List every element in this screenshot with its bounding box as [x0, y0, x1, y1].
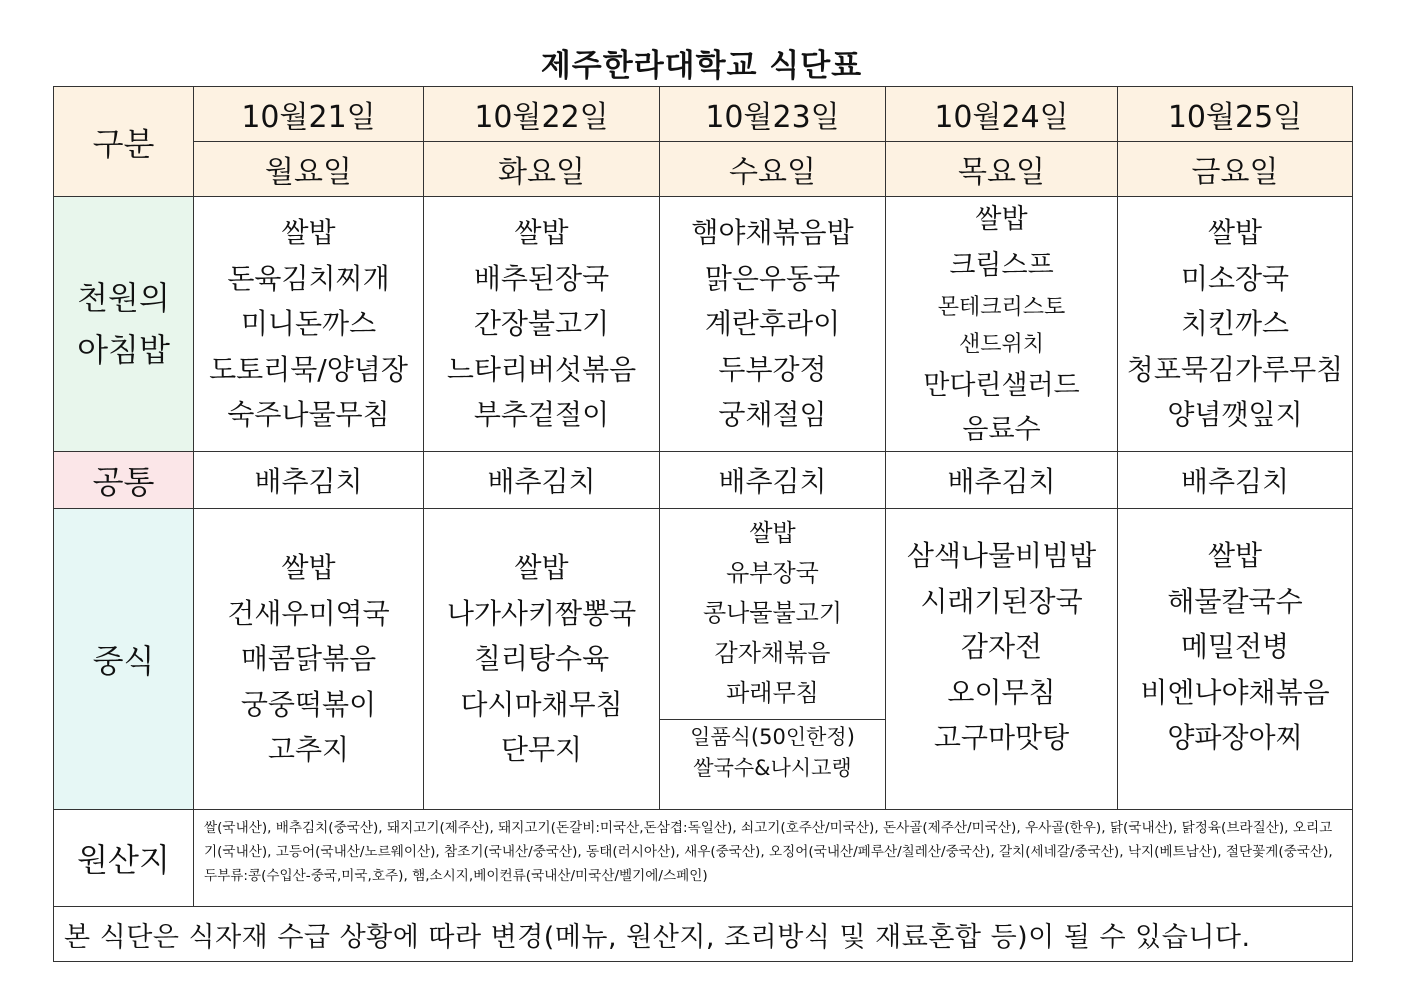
- menu-item: 음료수: [962, 414, 1041, 445]
- menu-item: 나가사키짬뽕국: [446, 596, 637, 630]
- menu-item: 오이무침: [947, 675, 1056, 709]
- date-header: 10월25일: [1118, 87, 1353, 142]
- menu-item: 고구마맛탕: [933, 721, 1070, 754]
- menu-item: 궁채절임: [718, 398, 827, 432]
- lunch-cell-wed: [660, 509, 886, 810]
- menu-item: 쌀밥: [281, 551, 336, 585]
- origin-label: 원산지: [54, 810, 194, 907]
- day-header: 수요일: [660, 142, 886, 197]
- menu-item: 비엔나야채볶음: [1140, 675, 1330, 709]
- date-header: 10월24일: [886, 87, 1118, 142]
- breakfast-cell-fri: [1118, 197, 1353, 452]
- menu-item: 다시마채무침: [460, 687, 623, 721]
- notice-text: 본 식단은 식자재 수급 상황에 따라 변경(메뉴, 원산지, 조리방식 및 재료혼합 등)이 될 수 있습니다.: [54, 907, 1353, 962]
- menu-item: 쌀밥: [514, 216, 569, 250]
- menu-item: 유부장국: [726, 559, 819, 587]
- lunch-cell-thu: [886, 509, 1118, 810]
- date-header: 10월21일: [194, 87, 424, 142]
- common-cell: 배추김치: [886, 452, 1118, 509]
- common-cell: 배추김치: [660, 452, 886, 509]
- menu-item: 양파장아찌: [1167, 721, 1303, 754]
- menu-item: 만다린샐러드: [923, 370, 1080, 401]
- menu-item: 두부강정: [718, 352, 827, 386]
- day-header: 화요일: [424, 142, 660, 197]
- breakfast-cell-tue: [424, 197, 660, 452]
- menu-item: 햄야채볶음밥: [691, 216, 854, 250]
- lunch-cell-mon: [194, 509, 424, 810]
- menu-item: 돈육김치찌개: [227, 261, 390, 295]
- menu-item: 쌀밥: [1207, 539, 1263, 572]
- menu-item: 쌀밥: [749, 519, 796, 547]
- origin-text: 쌀(국내산), 배추김치(중국산), 돼지고기(제주산), 돼지고기(돈갈비:미국산,돈삼겹:독일산), 쇠고기(호주산/미국산), 돈사골(제주산/미국산), 우사골(한우), 닭(국내산), 닭정육(브라질산), 오리고기(국내산), 고등어(국내산/노르웨이산), 참조기(국내산/중국산), 동태(러시아산), 새우(중국산), 오징어(국내산/페루산/칠레산/중국산), 갈치(세네갈/중국산), 낙지(베트남산), 절단꽃게(중국산), 두부류:콩(수입산-중국,미국,호주), 햄,소시지,베이컨류(국내산/미국산/벨기에/스페인): [194, 810, 1353, 907]
- menu-item: 계란후라이: [704, 307, 841, 341]
- menu-item: 쌀밥: [514, 551, 569, 585]
- menu-item: 치킨까스: [1180, 307, 1290, 341]
- lunch-cell-fri: [1118, 509, 1353, 810]
- menu-item: 고추지: [267, 733, 350, 767]
- menu-item: 매콤닭볶음: [240, 642, 377, 676]
- special-menu-line: 쌀국수&나시고랭: [693, 756, 852, 780]
- menu-item: 쌀밥: [1207, 216, 1263, 250]
- lunch-cell-tue: [424, 509, 660, 810]
- menu-item: 부추겉절이: [473, 398, 610, 432]
- menu-item: 메밀전병: [1180, 630, 1290, 663]
- menu-item: 감자채볶음: [714, 639, 831, 667]
- breakfast-label-line: 천원의: [77, 279, 170, 317]
- common-label: 공통: [54, 452, 194, 509]
- page-title: 제주한라대학교 식단표: [540, 48, 863, 84]
- lunch-wed-main: [660, 509, 885, 719]
- menu-item: 파래무침: [726, 679, 819, 707]
- day-header: 목요일: [886, 142, 1118, 197]
- common-cell: 배추김치: [424, 452, 660, 509]
- menu-item: 콩나물불고기: [702, 599, 843, 627]
- menu-item: 해물칼국수: [1167, 584, 1303, 618]
- menu-item: 간장불고기: [473, 307, 610, 341]
- menu-item: 도토리묵/양념장: [209, 352, 408, 386]
- lunch-label: 중식: [54, 509, 194, 810]
- menu-item: 시래기된장국: [920, 584, 1083, 618]
- menu-table: [53, 86, 1353, 962]
- menu-item: 감자전: [960, 630, 1043, 663]
- menu-item: 칠리탕수육: [473, 642, 610, 676]
- lunch-wed-special: [660, 719, 885, 784]
- breakfast-label: [54, 197, 194, 452]
- menu-item: 샌드위치: [958, 332, 1044, 357]
- menu-item: 맑은우동국: [704, 261, 841, 295]
- menu-item: 건새우미역국: [227, 596, 390, 630]
- menu-item: 삼색나물비빔밥: [906, 539, 1097, 572]
- common-cell: 배추김치: [194, 452, 424, 509]
- menu-item: 단무지: [500, 733, 583, 767]
- special-menu-line: 일품식(50인한정): [690, 725, 855, 749]
- menu-item: 궁중떡볶이: [240, 687, 377, 721]
- breakfast-cell-wed: [660, 197, 886, 452]
- breakfast-cell-mon: [194, 197, 424, 452]
- menu-item: 양념깻잎지: [1167, 398, 1303, 432]
- breakfast-cell-thu: [886, 197, 1118, 452]
- menu-item: 미니돈까스: [240, 307, 377, 341]
- menu-item: 느타리버섯볶음: [446, 352, 637, 386]
- breakfast-label-line: 아침밥: [77, 331, 170, 369]
- day-header: 금요일: [1118, 142, 1353, 197]
- header-gubun: 구분: [54, 87, 194, 197]
- menu-item: 몬테크리스토: [937, 295, 1066, 320]
- date-header: 10월23일: [660, 87, 886, 142]
- menu-item: 크림스프: [949, 250, 1054, 281]
- menu-item: 숙주나물무침: [227, 398, 390, 432]
- date-header: 10월22일: [424, 87, 660, 142]
- common-cell: 배추김치: [1118, 452, 1353, 509]
- menu-item: 청포묵김가루무침: [1126, 352, 1344, 386]
- day-header: 월요일: [194, 142, 424, 197]
- menu-item: 배추된장국: [473, 261, 610, 295]
- menu-item: 쌀밥: [281, 216, 336, 250]
- menu-item: 쌀밥: [975, 204, 1028, 235]
- menu-item: 미소장국: [1180, 261, 1290, 295]
